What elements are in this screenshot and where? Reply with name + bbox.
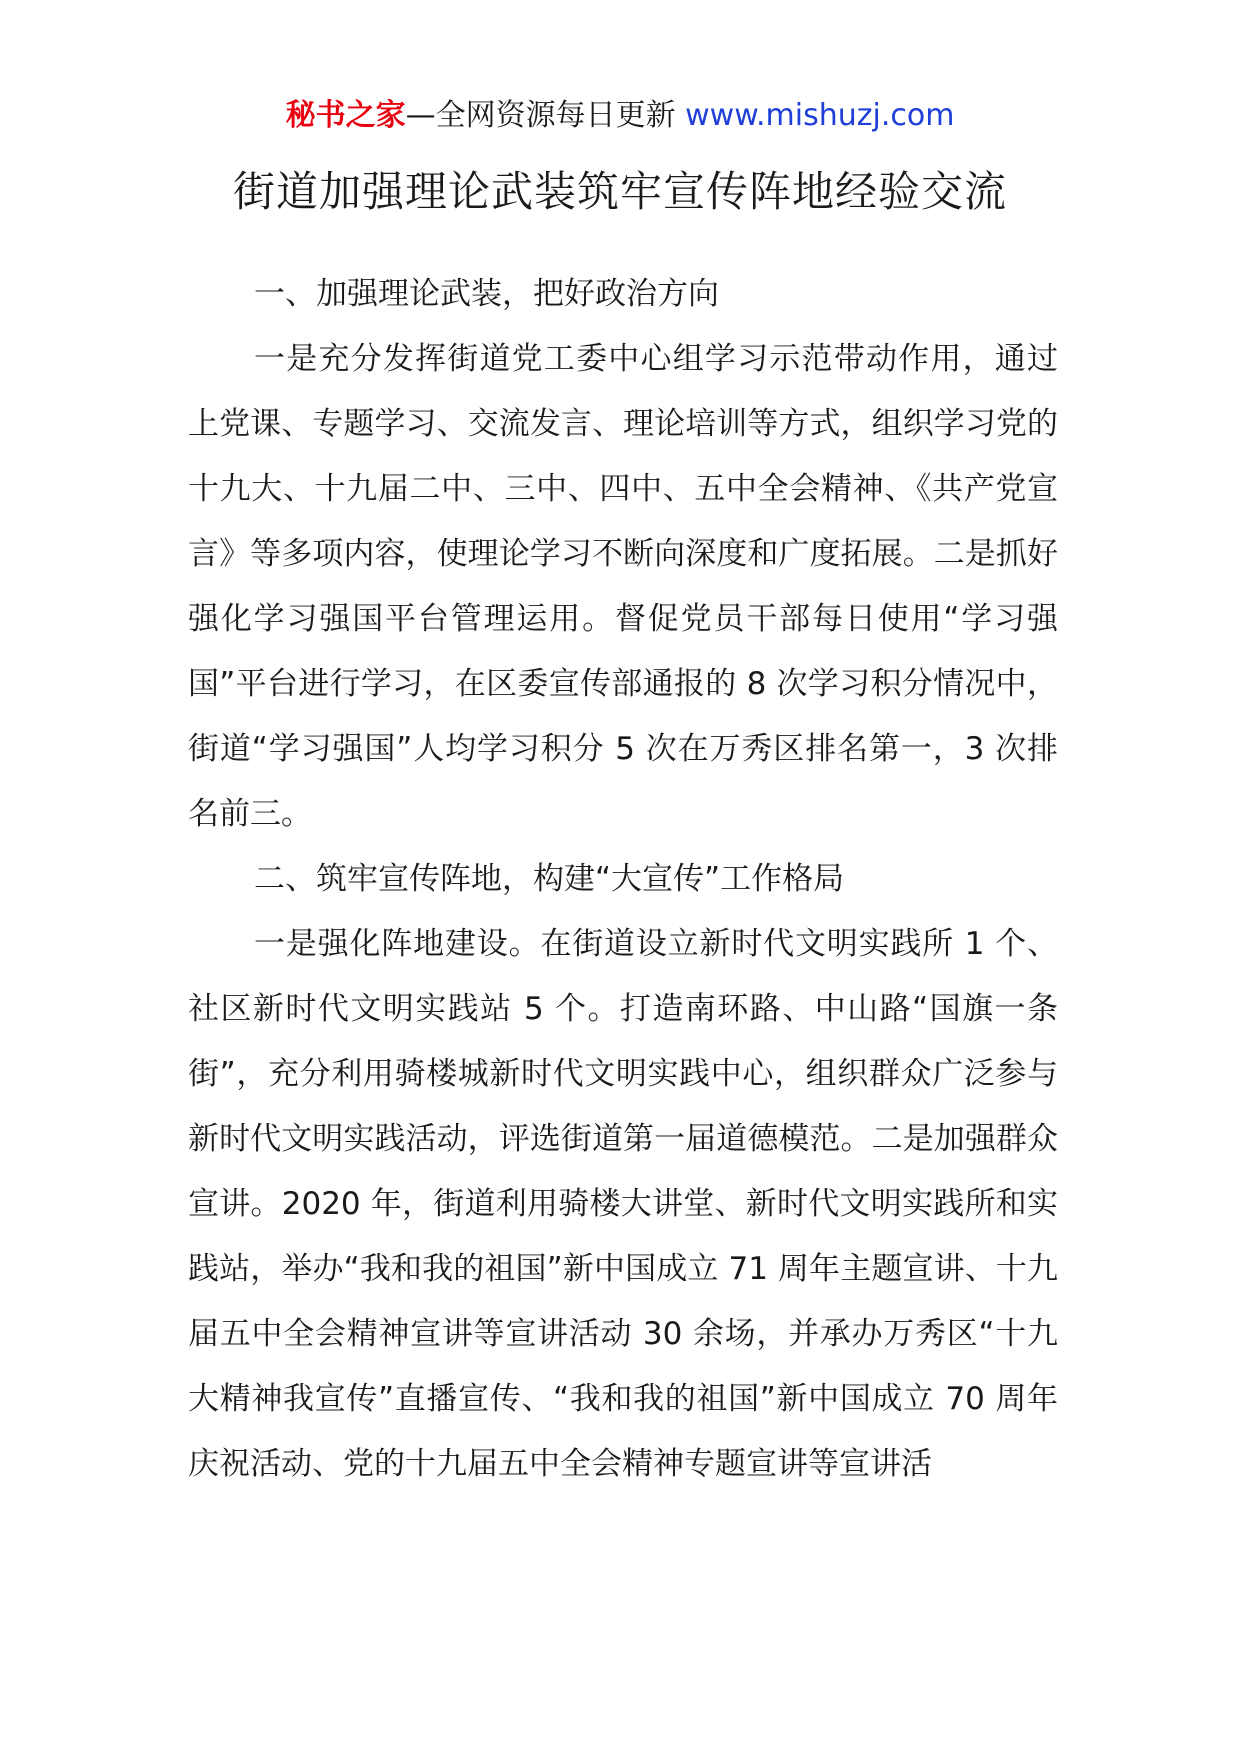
site-tagline: —全网资源每日更新 (405, 98, 676, 133)
site-brand: 秘书之家 (285, 98, 406, 133)
document-title: 街道加强理论武装筑牢宣传阵地经验交流 (232, 167, 1007, 216)
site-header (0, 96, 1240, 136)
document-body (188, 262, 1058, 1497)
section-heading-1: 一、加强理论武装，把好政治方向 (254, 276, 719, 312)
section-heading-2: 二、筑牢宣传阵地，构建“大宣传”工作格局 (254, 861, 845, 897)
site-url-link[interactable]: www.mishuzj.com (685, 98, 955, 133)
body-paragraph-1: 一是充分发挥街道党工委中心组学习示范带动作用，通过上党课、专题学习、交流发言、理论培训等方式，组织学习党的十九大、十九届二中、三中、四中、五中全会精神、《共产党宣言》等多项内容，使理论学习不断向深度和广度拓展。二是抓好强化学习强国平台管理运用。督促党员干部每日使用“学习强国”平台进行学习，在区委宣传部通报的 8 次学习积分情况中，街道“学习强国”人均学习积分 5 次在万秀区排名第一，3 次排名前三。 (188, 341, 1058, 832)
body-paragraph-2: 一是强化阵地建设。在街道设立新时代文明实践所 1 个、社区新时代文明实践站 5 个。打造南环路、中山路“国旗一条街”，充分利用骑楼城新时代文明实践中心，组织群众广泛参与新时代文明实践活动，评选街道第一届道德模范。二是加强群众宣讲。2020 年，街道利用骑楼大讲堂、新时代文明实践所和实践站，举办“我和我的祖国”新中国成立 71 周年主题宣讲、十九届五中全会精神宣讲等宣讲活动 30 余场，并承办万秀区“十九大精神我宣传”直播宣传、“我和我的祖国”新中国成立 70 周年庆祝活动、党的十九届五中全会精神专题宣讲等宣讲活 (188, 926, 1058, 1482)
